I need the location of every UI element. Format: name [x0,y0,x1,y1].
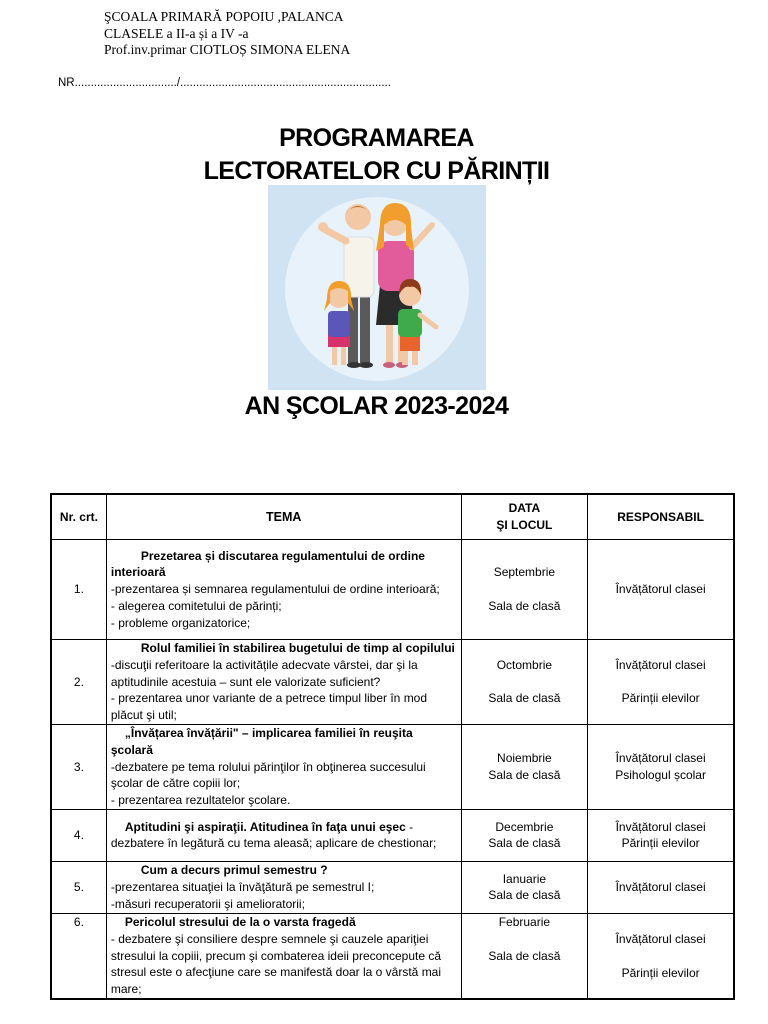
date-text: Octombrie Sala de clasă [488,657,561,706]
table-row [51,540,734,640]
responsible-text: Învățătorul clasei Părinții elevilor [615,657,706,706]
table-row [51,913,734,999]
table-row [51,640,734,725]
header-responsible: RESPONSABIL [588,494,734,540]
theme-title-text: Cum a decurs primul semestru ? [140,863,328,878]
row-date [461,809,588,861]
header-date-label: DATA ŞI LOCUL [496,501,553,532]
document-title-line-2: LECTORATELOR CU PĂRINȚII [203,157,550,185]
row-theme [106,861,461,913]
school-name: ŞCOALA PRIMARĂ POPOIU ,PALANCA [104,9,344,24]
theme-body: -prezentarea și semnarea regulamentului de ordine interioară; - alegerea comitetului de părinți; - probleme organizatorice; [110,582,440,630]
date-text: Ianuarie Sala de clasă [488,871,561,903]
row-date [461,861,588,913]
responsible-text: Învățătorul clasei [615,880,706,895]
row-number: 3. [51,725,106,810]
row-responsible [588,809,734,861]
theme-title [111,820,406,834]
responsible-text: Învățătorul clasei Psihologul școlar [615,751,706,782]
row-responsible [588,861,734,913]
row-responsible [588,913,734,999]
responsible-text: Învățătorul clasei Părinții elevilor [615,819,706,851]
theme-title-text: „Învățarea învățării" – implicarea familiei în reuşita şcolară [110,726,413,757]
family-illustration [268,185,486,390]
row-theme [106,540,461,640]
lectures-schedule-table [50,493,735,1000]
school-year-title: AN ŞCOLAR 2023-2024 [244,392,509,420]
theme-title-text: Rolul familiei în stabilirea bugetului de timp al copilului [140,641,455,655]
theme-body: dezbatere în legătură cu tema aleasă; aplicare de chestionar; [110,836,437,851]
row-date [461,913,588,999]
row-number: 2. [51,640,106,725]
theme-title [111,548,457,582]
header-nr: Nr. crt. [51,494,106,540]
row-theme [106,725,461,810]
theme-title [111,640,457,657]
row-number: 5. [51,861,106,913]
theme-title-text: Aptitudini şi aspiraţii. Atitudinea în faţa unui eşec [124,819,406,834]
row-number: 4. [51,809,106,861]
date-text: Februarie Sala de clasă [488,914,561,963]
theme-body: - dezbatere şi consiliere despre semnele şi cauzele apariţiei stresului la copiii, precum şi combaterea ideii preconcepute că stresul este o afecţiune care se manifestă doar la o vârstă mai mare; [110,931,442,997]
teacher-name: Prof.inv.primar CIOTLOȘ SIMONA ELENA [104,42,351,57]
theme-title [111,862,457,879]
table-row [51,809,734,861]
row-date [461,640,588,725]
date-text: Noiembrie Sala de clasă [488,751,561,782]
school-header [104,9,350,59]
theme-title [111,725,457,759]
row-date [461,540,588,640]
row-number: 1. [51,540,106,640]
responsible-text: Învățătorul clasei Părinții elevilor [615,932,706,980]
theme-title-text: Prezetarea și discutarea regulamentului de ordine interioară [110,548,425,580]
row-responsible [588,640,734,725]
row-number: 6. [51,913,106,999]
header-theme: TEMA [106,494,461,540]
theme-body: -discuţii referitoare la activitățile adecvate vârstei, dar şi la aptitudinile acestuia – sunt ele valorizate suficient? - prezentarea unor variante de a petrece timpul liber în mod plăcut şi util; [110,657,428,723]
row-responsible [588,725,734,810]
row-responsible [588,540,734,640]
row-date [461,725,588,810]
theme-body: -prezentarea situaţiei la învăţătură pe semestrul I; -măsuri recuperatorii şi amelioratorii; [110,880,375,911]
row-theme [106,913,461,999]
row-theme: Aptitudini şi aspiraţii. Atitudinea în faţa unui eşec - dezbatere în legătură cu tema aleasă; aplicare de chestionar; [106,809,461,861]
header-date [461,494,588,540]
theme-title-text: Pericolul stresului de la o varsta fragedă [124,914,356,929]
document-title-line-1: PROGRAMAREA [279,124,474,152]
school-classes: CLASELE a II-a și a IV -a [104,25,249,41]
table-row [51,725,734,810]
theme-title [111,914,457,931]
date-text: Decembrie Sala de clasă [488,819,561,851]
date-text: Septembrie Sala de clasă [488,565,561,613]
row-theme [106,640,461,725]
table-header-row [51,494,734,540]
table-row [51,861,734,913]
theme-body: -dezbatere pe tema rolului părinţilor în obţinerea succesului şcolar de către copiii lor; - prezentarea rezultatelor şcolare. [110,759,426,808]
registration-number-line: NR................................/.................................................................. [58,77,391,89]
responsible-text: Învățătorul clasei [615,582,706,597]
